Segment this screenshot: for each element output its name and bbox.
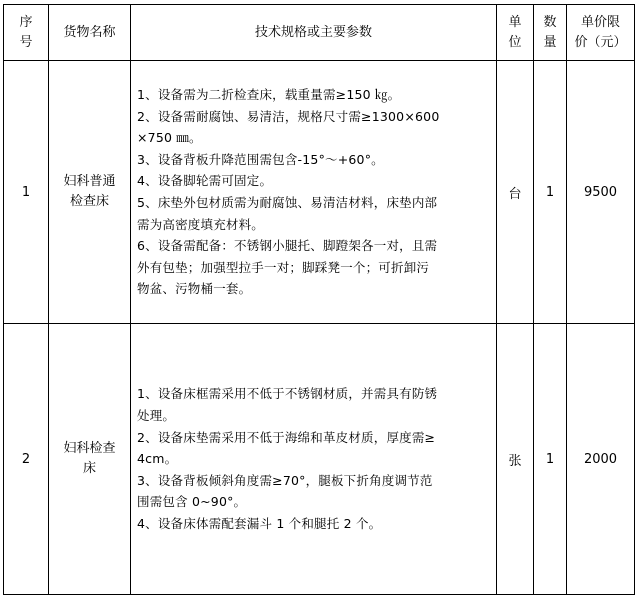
row-spec xyxy=(131,61,497,324)
row-name xyxy=(49,324,131,595)
row-qty: 1 xyxy=(534,324,567,595)
header-row xyxy=(4,5,635,61)
header-seq xyxy=(4,5,49,61)
spec-line: 4、设备床体需配套漏斗 1 个和腿托 2 个。 xyxy=(137,515,382,531)
spec-line: 外有包垫；加强型拉手一对；脚踩凳一个；可折卸污 xyxy=(137,259,430,275)
table-row xyxy=(4,324,635,595)
header-seq-line1: 序 xyxy=(19,14,33,30)
spec-line: ×750 ㎜。 xyxy=(137,130,202,146)
row-unit: 台 xyxy=(497,61,534,324)
row-price: 9500 xyxy=(567,61,635,324)
spec-line: 2、设备床垫需采用不低于海绵和革皮材质，厚度需≥ xyxy=(137,429,436,445)
row-name-line2: 床 xyxy=(82,461,96,476)
header-price-line2: 价（元） xyxy=(574,34,627,50)
row-unit: 张 xyxy=(497,324,534,595)
spec-line: 1、设备需为二折检查床，载重量需≥150 ㎏。 xyxy=(137,87,401,103)
row-qty: 1 xyxy=(534,61,567,324)
row-price: 2000 xyxy=(567,324,635,595)
row-name-line1: 妇科检查 xyxy=(63,441,116,456)
header-spec: 技术规格或主要参数 xyxy=(131,5,497,61)
spec-line: 物盆、污物桶一套。 xyxy=(137,281,252,297)
header-unit-line1: 单 xyxy=(508,14,522,30)
spec-line: 需为高密度填充材料。 xyxy=(137,216,265,232)
goods-spec-table xyxy=(3,4,635,595)
header-name: 货物名称 xyxy=(49,5,131,61)
spec-line: 处理。 xyxy=(137,408,176,424)
header-price-line1: 单价限 xyxy=(580,14,620,30)
header-seq-line2: 号 xyxy=(19,34,33,50)
header-price xyxy=(567,5,635,61)
spec-line: 4、设备脚轮需可固定。 xyxy=(137,173,273,189)
header-unit-line2: 位 xyxy=(508,34,522,50)
header-qty-line1: 数 xyxy=(543,14,557,30)
header-qty-line2: 量 xyxy=(543,34,557,50)
row-spec xyxy=(131,324,497,595)
spec-line: 5、床垫外包材质需为耐腐蚀、易清洁材料，床垫内部 xyxy=(137,195,438,210)
spec-line: 3、设备背板倾斜角度需≥70°，腿板下折角度调节范 xyxy=(137,472,433,488)
spec-line: 2、设备需耐腐蚀、易清洁，规格尺寸需≥1300×600 xyxy=(137,108,440,124)
header-unit xyxy=(497,5,534,61)
spec-line: 4cm。 xyxy=(137,451,178,467)
spec-line: 6、设备需配备：不锈钢小腿托、脚蹬架各一对，且需 xyxy=(137,238,438,254)
row-seq: 2 xyxy=(4,324,49,595)
header-qty xyxy=(534,5,567,61)
spec-line: 1、设备床框需采用不低于不锈钢材质，并需具有防锈 xyxy=(137,386,438,402)
spec-line: 3、设备背板升降范围需包含-15°～+60°。 xyxy=(137,151,384,167)
spec-line: 围需包含 0~90°。 xyxy=(137,494,247,510)
row-seq: 1 xyxy=(4,61,49,324)
row-name-line1: 妇科普通 xyxy=(63,174,116,189)
row-name xyxy=(49,61,131,324)
table-row xyxy=(4,61,635,324)
row-name-line2: 检查床 xyxy=(69,194,109,209)
